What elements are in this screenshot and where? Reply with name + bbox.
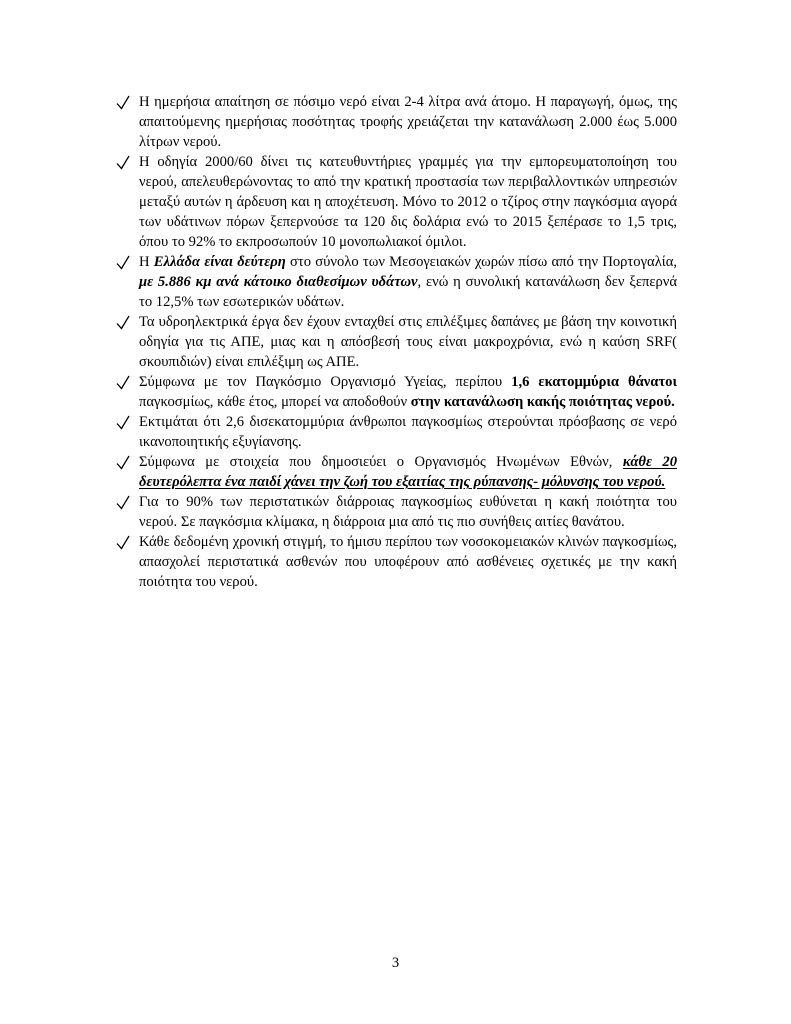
checkmark-icon xyxy=(115,533,131,551)
bullet-text xyxy=(139,252,677,312)
checkmark-icon xyxy=(115,253,131,271)
bullet-text: Κάθε δεδομένη χρονική στιγμή, το ήμισυ περίπου των νοσοκομειακών κλινών παγκοσμίως, απασχολεί περιστατικά ασθενών που υποφέρουν από ασθένειες σχετικές με την κακή ποιότητα του νερού. xyxy=(139,534,677,590)
checkmark-icon xyxy=(115,413,131,431)
bullet-text: Η ημερήσια απαίτηση σε πόσιμο νερό είναι 2-4 λίτρα ανά άτομο. Η παραγωγή, όμως, της απαιτούμενης ημερήσιας ποσότητας τροφής χρειάζεται την κατανάλωση 2.000 έως 5.000 λίτρων νερού. xyxy=(139,94,677,150)
bullet-text: Εκτιμάται ότι 2,6 δισεκατομμύρια άνθρωποι παγκοσμίως στερούνται πρόσβασης σε νερό ικανοποιητικής εξυγίανσης. xyxy=(139,414,677,450)
text-run: Σύμφωνα με στοιχεία που δημοσιεύει ο Οργανισμός Ηνωμένων Εθνών, xyxy=(139,454,623,470)
checkmark-icon xyxy=(115,493,131,511)
list-item xyxy=(115,452,677,492)
list-item xyxy=(115,532,677,592)
bullet-list xyxy=(115,92,677,592)
text-run: Η xyxy=(139,254,154,270)
page-number: 3 xyxy=(391,955,400,971)
emphasis-text: κάθε 20 δευτερόλεπτα ένα παιδί χάνει την ζωή του εξαιτίας της ρύπανσης- μόλυνσης του νερού. xyxy=(139,454,677,490)
text-run: στο σύνολο των Μεσογειακών χωρών πίσω από την Πορτογαλία, xyxy=(285,254,677,270)
list-item xyxy=(115,412,677,452)
list-item xyxy=(115,152,677,252)
list-item xyxy=(115,312,677,372)
text-run: παγκοσμίως, κάθε έτος, μπορεί να αποδοθούν xyxy=(139,394,411,410)
list-item xyxy=(115,252,677,312)
list-item xyxy=(115,492,677,532)
bullet-text xyxy=(139,372,677,412)
checkmark-icon xyxy=(115,153,131,171)
list-item xyxy=(115,372,677,412)
checkmark-icon xyxy=(115,373,131,391)
checkmark-icon xyxy=(115,313,131,331)
checkmark-icon xyxy=(115,453,131,471)
emphasis-text: στην κατανάλωση κακής ποιότητας νερού. xyxy=(410,394,675,410)
text-run: Σύμφωνα με τον Παγκόσμιο Οργανισμό Υγείας, περίπου xyxy=(139,374,512,390)
bullet-text: Τα υδροηλεκτρικά έργα δεν έχουν ενταχθεί στις επιλέξιμες δαπάνες με βάση την κοινοτική οδηγία για τις ΑΠΕ, μιας και η απόσβεσή τους είναι μακροχρόνια, ενώ η καύση SRF( σκουπιδιών) είναι επιλέξιμη ως ΑΠΕ. xyxy=(139,314,677,370)
bullet-text xyxy=(139,452,677,492)
bullet-text: Για το 90% των περιστατικών διάρροιας παγκοσμίως ευθύνεται η κακή ποιότητα του νερού. Σε παγκόσμια κλίμακα, η διάρροια μια από τις πιο συνήθεις αιτίες θανάτου. xyxy=(139,494,677,530)
emphasis-text: με 5.886 κμ ανά κάτοικο διαθεσίμων υδάτων xyxy=(139,274,418,290)
emphasis-text: 1,6 εκατομμύρια θάνατοι xyxy=(511,374,678,390)
list-item xyxy=(115,92,677,152)
text-run: , ενώ η συνολική κατανάλωση δεν ξεπερνά το 12,5% των εσωτερικών υδάτων. xyxy=(139,274,677,310)
checkmark-icon xyxy=(115,93,131,111)
bullet-text: Η οδηγία 2000/60 δίνει τις κατευθυντήριες γραμμές για την εμπορευματοποίηση του νερού, απελευθερώνοντας το από την κρατική προστασία των περιβαλλοντικών υπηρεσιών μεταξύ αυτών η άρδευση και η αποχέτευση. Μόνο το 2012 ο τζίρος στην παγκόσμια αγορά των υδάτινων πόρων ξεπερνούσε τα 120 δις δολάρια ενώ το 2015 ξεπέρασε το 1,5 τρις, όπου το 92% το εκπροσωπούν 10 μονοπωλιακοί όμιλοι. xyxy=(139,154,677,250)
emphasis-text: Ελλάδα είναι δεύτερη xyxy=(153,254,286,270)
